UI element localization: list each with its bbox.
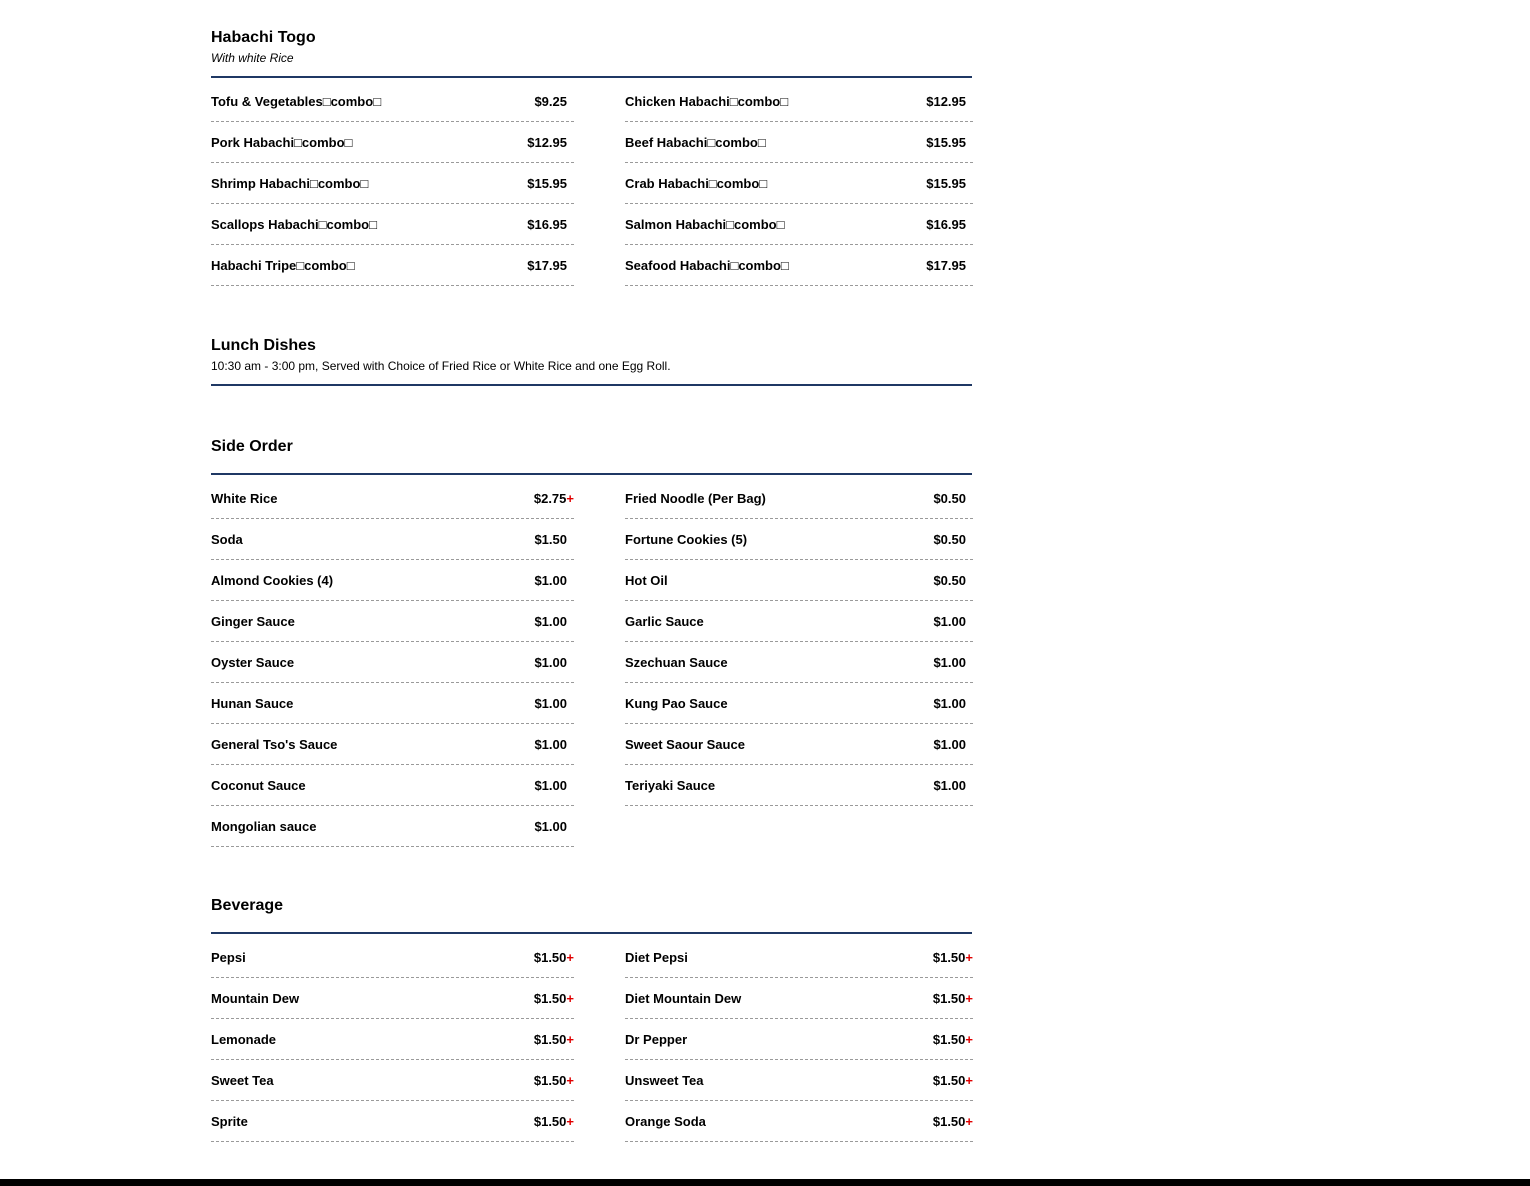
menu-item-name: Tofu & Vegetables□combo□ [211, 93, 382, 109]
plus-marker: + [965, 1031, 973, 1047]
menu-item [625, 1101, 973, 1142]
menu-item-price [933, 991, 973, 1006]
price-value: $1.00 [534, 695, 567, 711]
menu-item-price [534, 819, 574, 834]
menu-item-price [527, 176, 574, 191]
menu-item-name: Fried Noodle (Per Bag) [625, 490, 766, 506]
menu-item-name: Almond Cookies (4) [211, 572, 334, 588]
section-divider [211, 384, 972, 386]
menu-item [625, 519, 973, 560]
price-value: $1.50 [533, 1072, 567, 1088]
menu-item-name: Habachi Tripe□combo□ [211, 257, 355, 273]
price-value: $1.00 [534, 613, 567, 629]
section-subtitle: 10:30 am - 3:00 pm, Served with Choice of Fried Rice or White Rice and one Egg Roll. [211, 359, 671, 373]
section-title: Habachi Togo [211, 29, 316, 46]
menu-item-name: Scallops Habachi□combo□ [211, 216, 377, 232]
menu-item-name: White Rice [211, 490, 278, 506]
menu-item-price [534, 1073, 574, 1088]
menu-item [625, 642, 973, 683]
price-value: $0.50 [933, 531, 966, 547]
menu-item-price [926, 217, 973, 232]
menu-item-name: Oyster Sauce [211, 654, 295, 670]
menu-item-name: Diet Pepsi [625, 949, 688, 965]
menu-item-name: Unsweet Tea [625, 1072, 704, 1088]
menu-item-price [933, 655, 973, 670]
price-value: $16.95 [527, 216, 567, 232]
menu-item-name: Pepsi [211, 949, 246, 965]
menu-item-price [933, 1032, 973, 1047]
menu-item-price [527, 258, 574, 273]
menu-item [625, 204, 973, 245]
menu-columns [211, 478, 973, 847]
price-value: $1.50 [932, 1113, 966, 1129]
menu-item-name: Teriyaki Sauce [625, 777, 716, 793]
menu-item-price [933, 532, 973, 547]
menu-item [211, 519, 574, 560]
plus-marker: + [566, 490, 574, 506]
habachi-togo-section [211, 27, 973, 286]
menu-item-name: Szechuan Sauce [625, 654, 728, 670]
price-value: $17.95 [926, 257, 966, 273]
menu-column-left [211, 937, 574, 1142]
menu-item-name: Sweet Saour Sauce [625, 736, 745, 752]
menu-item-price [926, 258, 973, 273]
price-value: $15.95 [527, 175, 567, 191]
menu-item-price [534, 950, 574, 965]
menu-item [211, 683, 574, 724]
menu-item-name: Chicken Habachi□combo□ [625, 93, 789, 109]
price-value: $2.75 [533, 490, 567, 506]
plus-marker: + [566, 1072, 574, 1088]
menu-item-price [534, 614, 574, 629]
menu-item-name: Lemonade [211, 1031, 277, 1047]
menu-item-price [933, 737, 973, 752]
price-value: $12.95 [527, 134, 567, 150]
price-value: $1.00 [933, 654, 966, 670]
menu-item-price [933, 573, 973, 588]
menu-item-name: Fortune Cookies (5) [625, 531, 748, 547]
menu-item [625, 601, 973, 642]
menu-item [625, 1019, 973, 1060]
menu-item-price [534, 1032, 574, 1047]
menu-item [211, 560, 574, 601]
plus-marker: + [965, 1113, 973, 1129]
price-value: $17.95 [527, 257, 567, 273]
price-value: $1.00 [534, 572, 567, 588]
price-value: $1.00 [933, 736, 966, 752]
menu-item-name: Beef Habachi□combo□ [625, 134, 766, 150]
menu-item [625, 683, 973, 724]
menu-item-name: Pork Habachi□combo□ [211, 134, 353, 150]
price-value: $1.00 [534, 736, 567, 752]
section-subtitle: With white Rice [211, 51, 294, 65]
menu-item [211, 81, 574, 122]
menu-item-name: Orange Soda [625, 1113, 706, 1129]
menu-item-price [933, 1073, 973, 1088]
menu-item [625, 560, 973, 601]
section-divider [211, 473, 972, 475]
menu-item [211, 765, 574, 806]
menu-item-price [933, 696, 973, 711]
menu-item-price [933, 491, 973, 506]
price-value: $1.50 [533, 990, 567, 1006]
menu-item [625, 245, 973, 286]
menu-item [625, 978, 973, 1019]
price-value: $1.00 [534, 654, 567, 670]
price-value: $15.95 [926, 134, 966, 150]
menu-item-name: Kung Pao Sauce [625, 695, 728, 711]
menu-column-left [211, 478, 574, 847]
menu-item [625, 478, 973, 519]
price-value: $0.50 [933, 490, 966, 506]
menu-item [211, 978, 574, 1019]
section-title: Beverage [211, 897, 284, 914]
side-order-section [211, 436, 973, 847]
menu-item-name: Soda [211, 531, 243, 547]
plus-marker: + [566, 1113, 574, 1129]
menu-item-price [534, 737, 574, 752]
menu-item [625, 81, 973, 122]
footer-bar [0, 1179, 1530, 1186]
menu-item [211, 937, 574, 978]
price-value: $1.50 [932, 1031, 966, 1047]
menu-item-price [926, 176, 973, 191]
menu-item [211, 601, 574, 642]
menu-item-name: Shrimp Habachi□combo□ [211, 175, 369, 191]
price-value: $1.00 [933, 613, 966, 629]
price-value: $1.00 [534, 818, 567, 834]
plus-marker: + [566, 1031, 574, 1047]
price-value: $16.95 [926, 216, 966, 232]
menu-page [211, 27, 973, 1142]
plus-marker: + [965, 949, 973, 965]
menu-item-name: Mountain Dew [211, 990, 300, 1006]
menu-item [211, 122, 574, 163]
menu-item-price [534, 778, 574, 793]
menu-item-name: Diet Mountain Dew [625, 990, 742, 1006]
price-value: $1.00 [534, 777, 567, 793]
plus-marker: + [566, 990, 574, 1006]
menu-item-name: Salmon Habachi□combo□ [625, 216, 785, 232]
menu-item-price [534, 94, 574, 109]
menu-item [625, 765, 973, 806]
menu-item-name: Sweet Tea [211, 1072, 274, 1088]
menu-item-price [926, 135, 973, 150]
menu-item-name: Crab Habachi□combo□ [625, 175, 768, 191]
menu-columns [211, 937, 973, 1142]
menu-item-price [926, 94, 973, 109]
price-value: $1.50 [533, 1031, 567, 1047]
menu-item [211, 806, 574, 847]
menu-item-name: Sprite [211, 1113, 248, 1129]
menu-item [211, 1060, 574, 1101]
price-value: $1.50 [533, 1113, 567, 1129]
menu-item-price [534, 991, 574, 1006]
menu-item-name: Hunan Sauce [211, 695, 294, 711]
price-value: $0.50 [933, 572, 966, 588]
price-value: $1.50 [534, 531, 567, 547]
menu-item-price [933, 778, 973, 793]
menu-item-price [534, 573, 574, 588]
section-divider [211, 76, 972, 78]
menu-item-name: Ginger Sauce [211, 613, 295, 629]
menu-item [625, 122, 973, 163]
lunch-dishes-section [211, 335, 973, 386]
section-title: Lunch Dishes [211, 337, 316, 354]
menu-item-name: Coconut Sauce [211, 777, 306, 793]
menu-item-name: General Tso's Sauce [211, 736, 338, 752]
plus-marker: + [965, 1072, 973, 1088]
menu-item [625, 163, 973, 204]
section-title: Side Order [211, 438, 293, 455]
price-value: $9.25 [534, 93, 567, 109]
price-value: $1.50 [932, 1072, 966, 1088]
menu-item-name: Seafood Habachi□combo□ [625, 257, 789, 273]
menu-item [211, 163, 574, 204]
menu-item [211, 1101, 574, 1142]
menu-item-price [534, 655, 574, 670]
plus-marker: + [566, 949, 574, 965]
menu-item-price [534, 696, 574, 711]
menu-column-right [625, 937, 973, 1142]
menu-item-price [534, 1114, 574, 1129]
menu-item-name: Hot Oil [625, 572, 668, 588]
price-value: $15.95 [926, 175, 966, 191]
menu-item-price [534, 491, 574, 506]
price-value: $1.00 [933, 777, 966, 793]
menu-item [211, 642, 574, 683]
menu-item [625, 724, 973, 765]
menu-item [211, 478, 574, 519]
plus-marker: + [965, 990, 973, 1006]
menu-item-price [527, 217, 574, 232]
menu-item [211, 245, 574, 286]
menu-item [625, 937, 973, 978]
menu-columns [211, 81, 973, 286]
menu-item-price [933, 950, 973, 965]
price-value: $1.50 [932, 990, 966, 1006]
section-divider [211, 932, 972, 934]
price-value: $12.95 [926, 93, 966, 109]
menu-item-name: Garlic Sauce [625, 613, 704, 629]
menu-item-price [933, 614, 973, 629]
menu-item-name: Dr Pepper [625, 1031, 688, 1047]
price-value: $1.00 [933, 695, 966, 711]
menu-item [625, 1060, 973, 1101]
menu-item-price [933, 1114, 973, 1129]
menu-column-left [211, 81, 574, 286]
menu-item [211, 1019, 574, 1060]
price-value: $1.50 [533, 949, 567, 965]
menu-column-right [625, 478, 973, 847]
menu-item [211, 204, 574, 245]
price-value: $1.50 [932, 949, 966, 965]
menu-item-name: Mongolian sauce [211, 818, 317, 834]
menu-item [211, 724, 574, 765]
menu-column-right [625, 81, 973, 286]
menu-item-price [534, 532, 574, 547]
menu-item-price [527, 135, 574, 150]
beverage-section [211, 895, 973, 1142]
